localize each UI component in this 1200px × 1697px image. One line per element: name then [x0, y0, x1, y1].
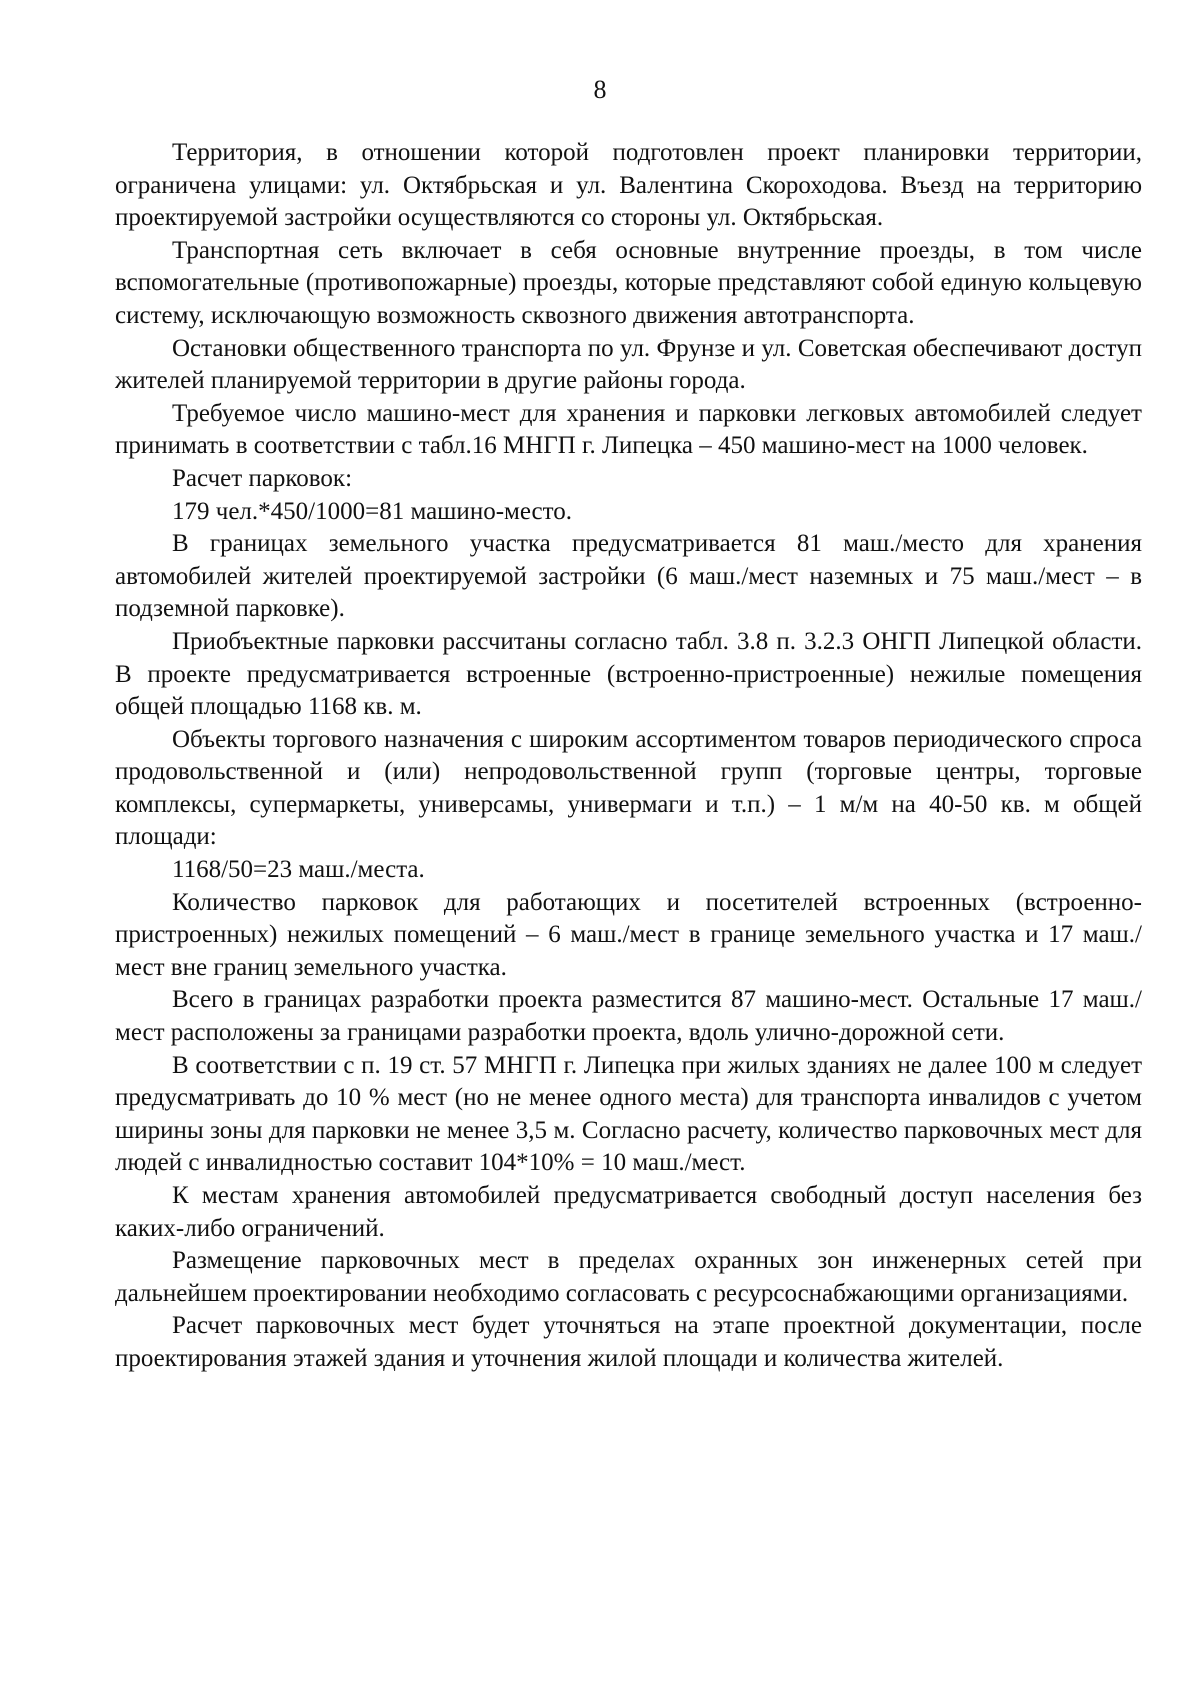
- paragraph: Требуемое число машино-мест для хранения и парковки легковых автомобилей следует принимать в соответствии с табл.16 МНГП г. Липецка – 450 машино-мест на 1000 человек.: [115, 399, 1142, 460]
- paragraph: К местам хранения автомобилей предусматривается свободный доступ населения без каких-либо ограничений.: [115, 1182, 1142, 1242]
- paragraph: Расчет парковок:: [172, 464, 353, 492]
- paragraph: 179 чел.*450/1000=81 машино-место.: [172, 497, 572, 525]
- paragraph: Количество парковок для работающих и посетителей встроенных (встроенно-пристроенных) нежилых помещений – 6 маш./мест в границе земельного участка и 17 маш./мест вне границ земельного участка.: [115, 888, 1142, 981]
- paragraph: Приобъектные парковки рассчитаны согласно табл. 3.8 п. 3.2.3 ОНГП Липецкой области. В проекте предусматривается встроенные (встроенно-пристроенные) нежилые помещения общей площадью 1168 кв. м.: [115, 627, 1142, 721]
- paragraph: 1168/50=23 маш./места.: [172, 856, 425, 884]
- paragraph: Всего в границах разработки проекта разместится 87 машино-мест. Остальные 17 маш./мест расположены за границами разработки проекта, вдоль улично-дорожной сети.: [115, 986, 1142, 1047]
- paragraph: Территория, в отношении которой подготовлен проект планировки территории, ограничена улицами: ул. Октябрьская и ул. Валентина Скороходова. Въезд на территорию проектируемой застройки осуществляются со стороны ул. Октябрьская.: [115, 139, 1142, 232]
- paragraph: Остановки общественного транспорта по ул. Фрунзе и ул. Советская обеспечивают доступ жителей планируемой территории в другие районы города.: [115, 334, 1142, 395]
- paragraph: В соответствии с п. 19 ст. 57 МНГП г. Липецка при жилых зданиях не далее 100 м следует предусматривать до 10 % мест (но не менее одного места) для транспорта инвалидов с учетом ширины зоны для парковки не менее 3,5 м. Согласно расчету, количество парковочных мест для людей с инвалидностью составит 104*10% = 10 маш./мест.: [115, 1051, 1142, 1177]
- paragraph: Расчет парковочных мест будет уточняться на этапе проектной документации, после проектирования этажей здания и уточнения жилой площади и количества жителей.: [115, 1312, 1142, 1372]
- paragraph: Объекты торгового назначения с широким ассортиментом товаров периодического спроса продовольственной и (или) непродовольственной групп (торговые центры, торговые комплексы, супермаркеты, универсамы, универмаги и т.п.) – 1 м/м на 40-50 кв. м общей площади:: [115, 725, 1142, 851]
- paragraph: Транспортная сеть включает в себя основные внутренние проезды, в том числе вспомогательные (противопожарные) проезды, которые представляют собой единую кольцевую систему, исключающую возможность сквозного движения автотранспорта.: [115, 236, 1142, 329]
- paragraph: В границах земельного участка предусматривается 81 маш./место для хранения автомобилей жителей проектируемой застройки (6 маш./мест наземных и 75 маш./мест – в подземной парковке).: [115, 530, 1142, 623]
- paragraph: Размещение парковочных мест в пределах охранных зон инженерных сетей при дальнейшем проектировании необходимо согласовать с ресурсоснабжающими организациями.: [115, 1247, 1142, 1307]
- page-number: 8: [593, 75, 607, 104]
- document-body: [115, 137, 1142, 1376]
